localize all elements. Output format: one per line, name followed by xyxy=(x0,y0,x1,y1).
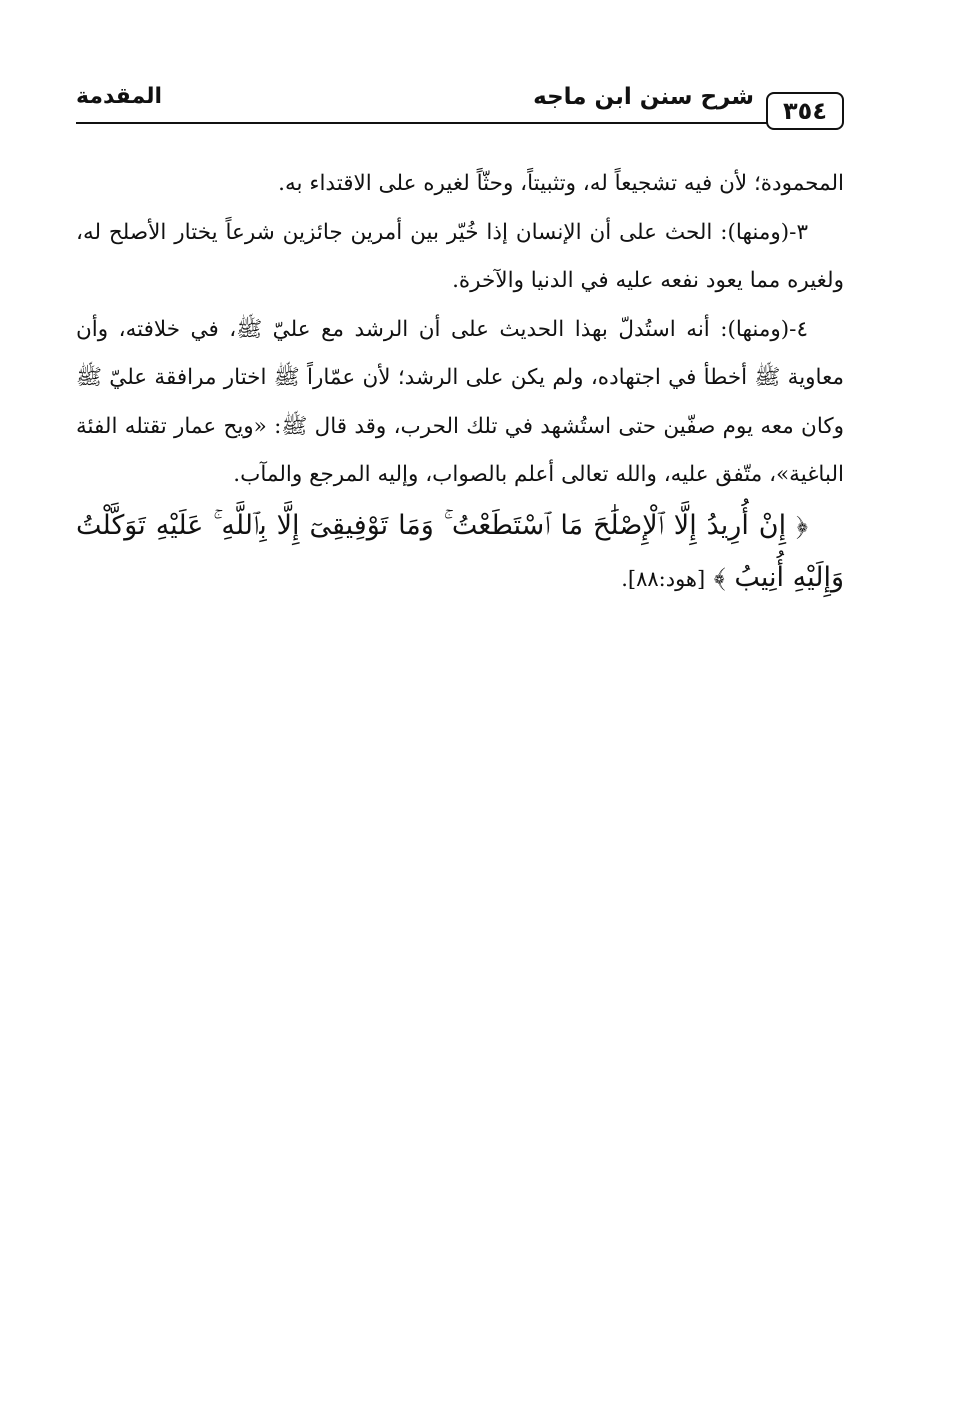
paragraph-continuation: المحمودة؛ لأن فيه تشجيعاً له، وتثبيتاً، وحثّاً لغيره على الاقتداء به. xyxy=(278,171,844,196)
book-title: شرح سنن ابن ماجه xyxy=(533,84,754,110)
body-text xyxy=(76,160,844,605)
page-header xyxy=(76,78,844,148)
quran-verse: ﴿ إِنْ أُرِيدُ إِلَّا ٱلْإِصْلَٰحَ مَا ٱسْتَطَعْتُ ۚ وَمَا تَوْفِيقِىٓ إِلَّا بِٱللَّهِ ۚ عَلَيْهِ تَوَكَّلْتُ وَإِلَيْهِ أُنِيبُ ﴾ xyxy=(76,509,844,593)
page-number: ٣٥٤ xyxy=(766,92,844,130)
quran-verse-block xyxy=(76,500,844,605)
header-rule xyxy=(76,122,768,124)
paragraph-point-3: ٣-(ومنها): الحث على أن الإنسان إذا خُيّر بين أمرين جائزين شرعاً يختار الأصلح له، ولغيره مما يعود نفعه عليه في الدنيا والآخرة. xyxy=(76,219,844,293)
quran-reference: [هود:٨٨]. xyxy=(621,566,706,591)
paragraph-point-4: ٤-(ومنها): أنه استُدلّ بهذا الحديث على أن الرشد مع عليّ ﷺ، في خلافته، وأن معاوية ﷺ أخطأ في اجتهاده، ولم يكن على الرشد؛ لأن عمّاراً ﷺ اختار مرافقة عليّ ﷺ وكان معه يوم صفّين حتى استُشهد في تلك الحرب، وقد قال ﷺ: «ويح عمار تقتله الفئة الباغية»، متّفق عليه، والله تعالى أعلم بالصواب، وإليه المرجع والمآب. xyxy=(76,316,844,487)
section-title: المقدمة xyxy=(76,84,163,109)
